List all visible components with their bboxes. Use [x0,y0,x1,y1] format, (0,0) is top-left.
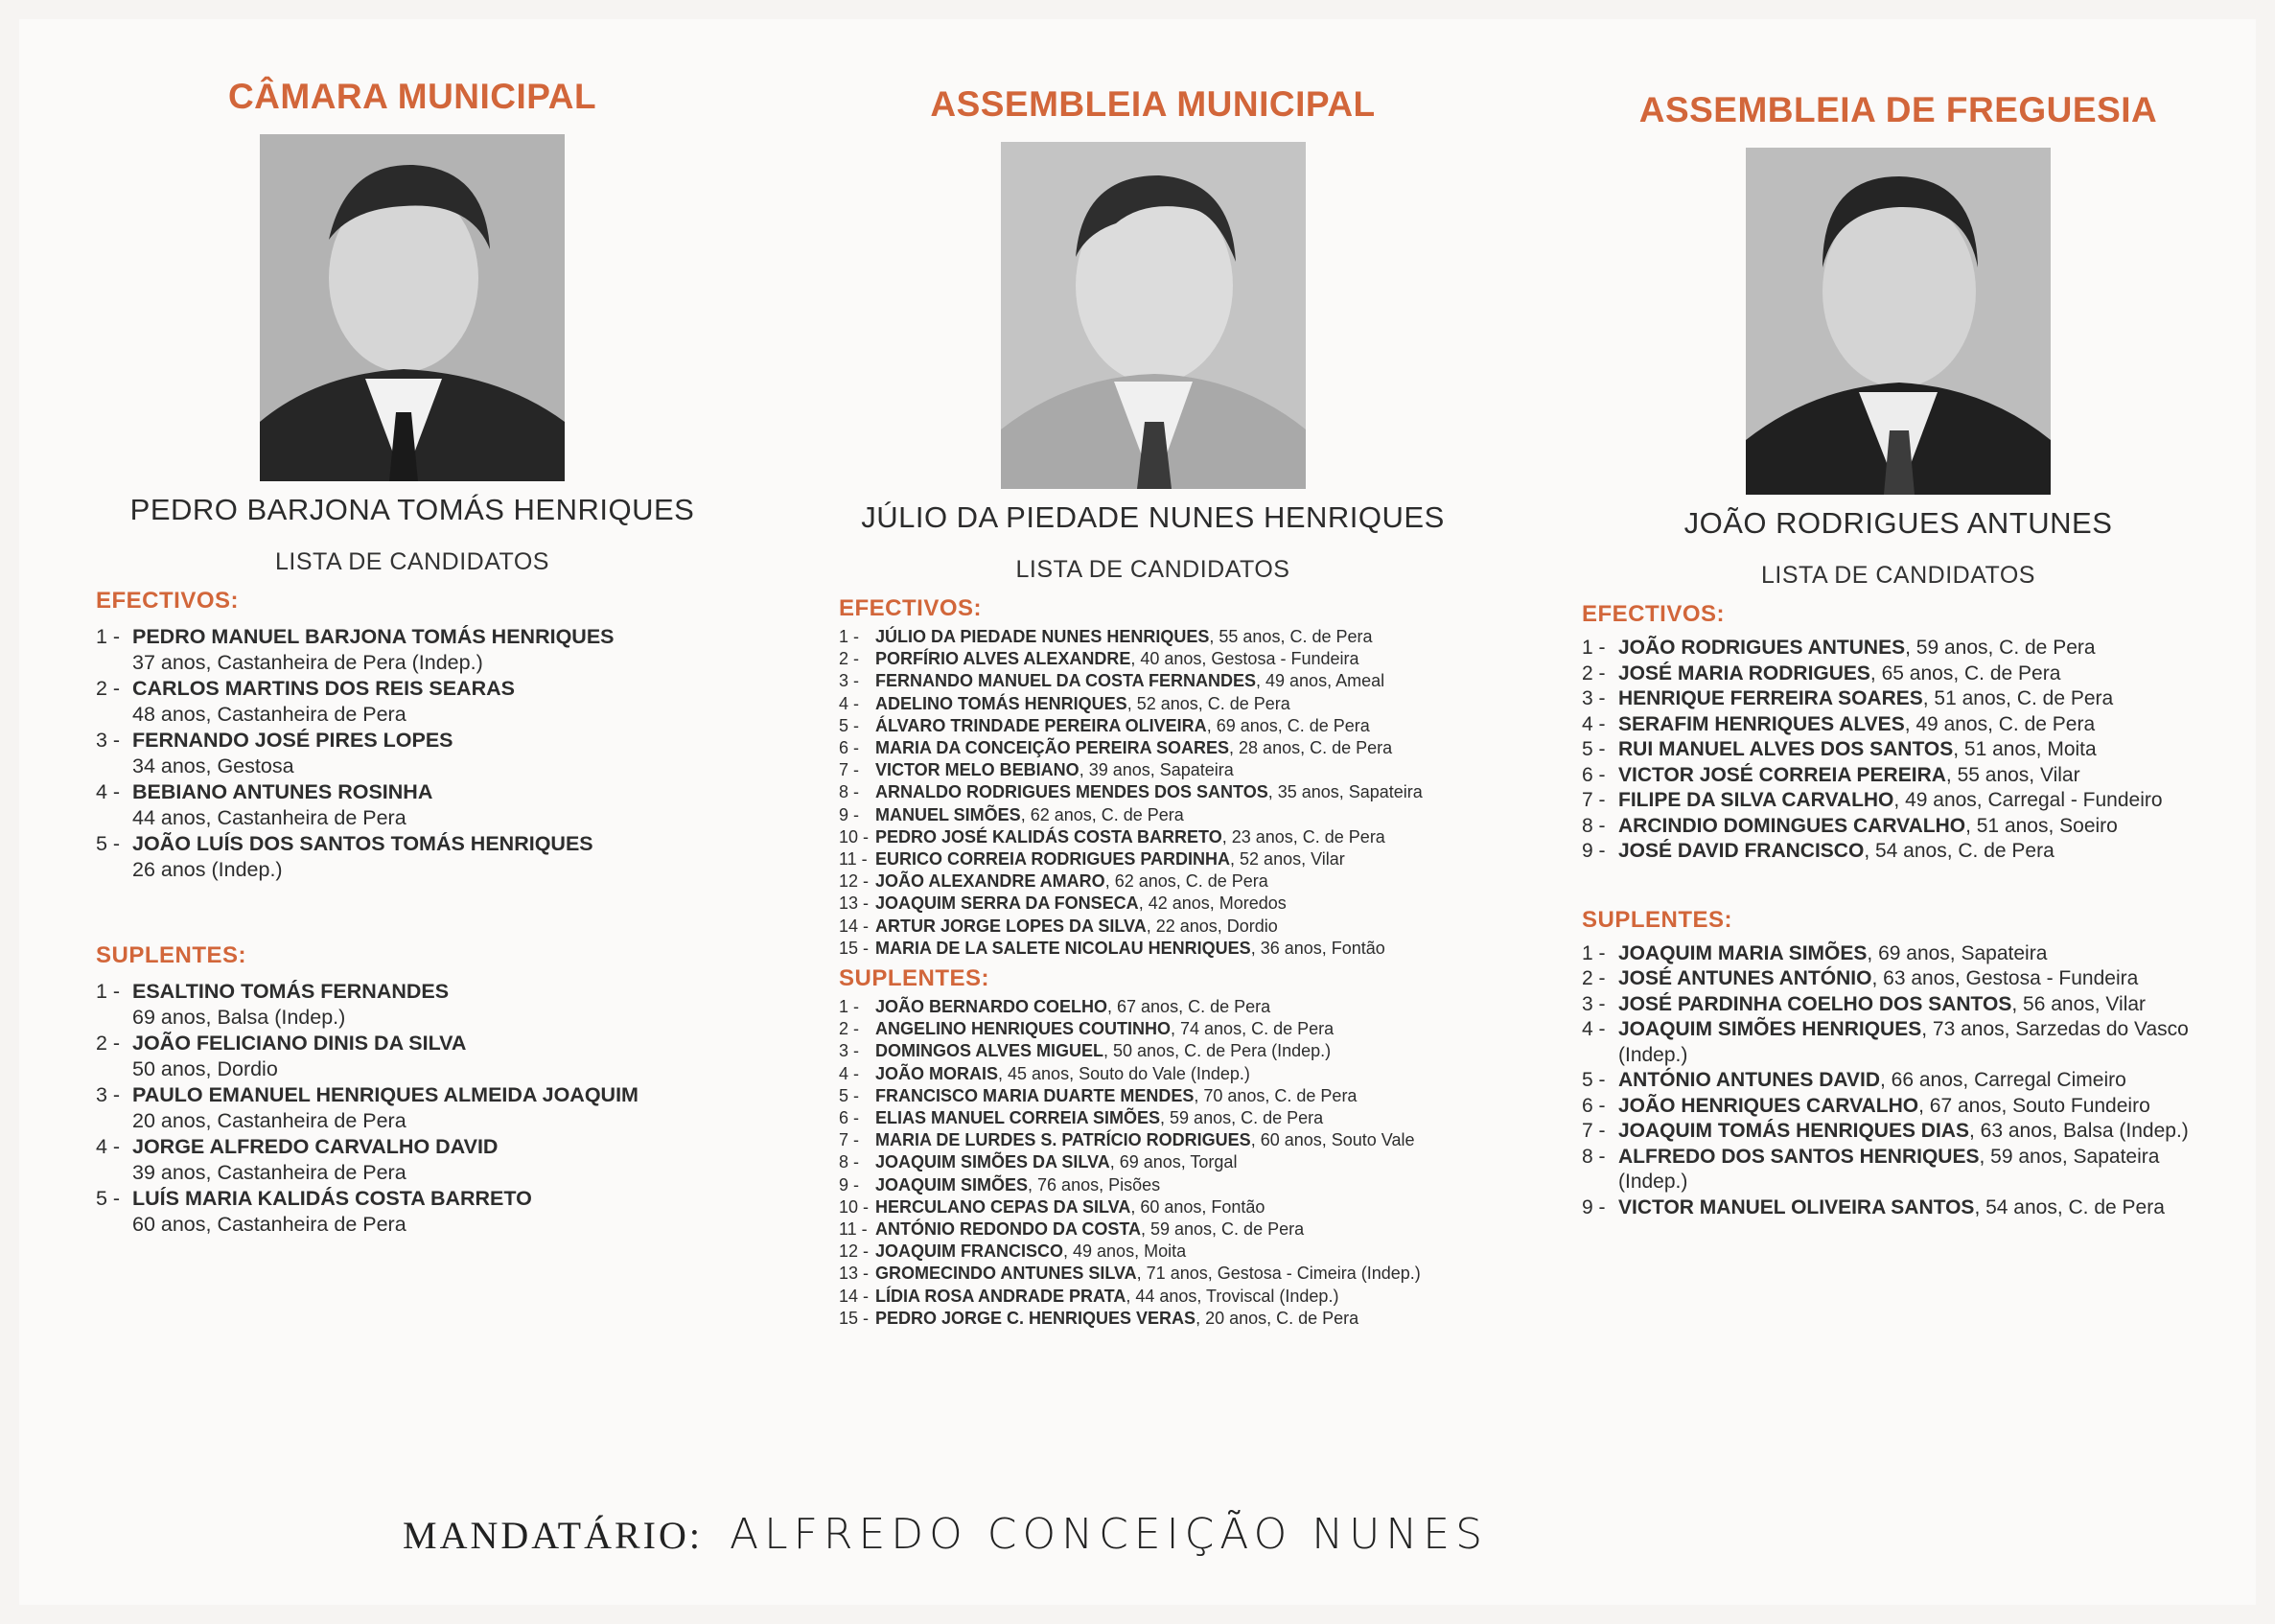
list-item: 3 - HENRIQUE FERREIRA SOARES, 51 anos, C. de Pera [1582,687,2114,709]
camara-list-title: LISTA DE CANDIDATOS [275,548,549,575]
list-item: 4 - BEBIANO ANTUNES ROSINHA 44 anos, Castanheira de Pera [96,780,433,829]
list-item: 11 - EURICO CORREIA RODRIGUES PARDINHA, 52 anos, Vilar [839,849,1345,870]
list-item: 8 - JOAQUIM SIMÕES DA SILVA, 69 anos, Torgal [839,1152,1238,1172]
list-item: 5 - JOÃO LUÍS DOS SANTOS TOMÁS HENRIQUES 26 anos (Indep.) [96,832,593,881]
column-camara-municipal [96,19,729,1238]
list-item: 14 - LÍDIA ROSA ANDRADE PRATA, 44 anos, Troviscal (Indep.) [839,1286,1339,1306]
list-item: 11 - ANTÓNIO REDONDO DA COSTA, 59 anos, C. de Pera [839,1219,1305,1240]
assembleia-municipal-heading: ASSEMBLEIA MUNICIPAL [930,84,1376,124]
list-item: 1 - JOÃO BERNARDO COELHO, 67 anos, C. de Pera [839,997,1271,1017]
list-item: 9 - VICTOR MANUEL OLIVEIRA SANTOS, 54 anos, C. de Pera [1582,1195,2165,1218]
list-item: 1 - PEDRO MANUEL BARJONA TOMÁS HENRIQUES 37 anos, Castanheira de Pera (Indep.) [96,625,615,674]
list-item: 3 - JOSÉ PARDINHA COELHO DOS SANTOS, 56 anos, Vilar [1582,992,2147,1015]
list-item: 6 - VICTOR JOSÉ CORREIA PEREIRA, 55 anos, Vilar [1582,763,2080,786]
list-item: 7 - JOAQUIM TOMÁS HENRIQUES DIAS, 63 anos, Balsa (Indep.) [1582,1120,2189,1142]
camara-candidate-name: PEDRO BARJONA TOMÁS HENRIQUES [129,493,695,526]
list-item: 4 - JORGE ALFREDO CARVALHO DAVID 39 anos, Castanheira de Pera [96,1135,499,1184]
list-item: 5 - FRANCISCO MARIA DUARTE MENDES, 70 anos, C. de Pera [839,1085,1358,1105]
assembleia-freguesia-suplentes-list [1582,941,2215,1221]
list-item: 12 - JOÃO ALEXANDRE AMARO, 62 anos, C. de Pera [839,871,1268,892]
assembleia-freguesia-efectivos-label: EFECTIVOS: [1582,601,1726,627]
list-item: 3 - FERNANDO JOSÉ PIRES LOPES 34 anos, Gestosa [96,729,453,777]
list-item: 2 - JOSÉ ANTUNES ANTÓNIO, 63 anos, Gestosa - Fundeira [1582,967,2139,989]
portrait-icon [260,134,565,481]
mandatario-label: MANDATÁRIO: [403,1514,703,1557]
list-item: 2 - PORFÍRIO ALVES ALEXANDRE, 40 anos, Gestosa - Fundeira [839,649,1359,669]
assembleia-municipal-efectivos-label: EFECTIVOS: [839,595,983,621]
mandatario-name: ALFREDO CONCEIÇÃO NUNES [730,1510,1488,1559]
list-item: 2 - CARLOS MARTINS DOS REIS SEARAS 48 anos, Castanheira de Pera [96,677,515,726]
candidate-photo-camara [260,134,565,481]
list-item: 13 - GROMECINDO ANTUNES SILVA, 71 anos, Gestosa - Cimeira (Indep.) [839,1264,1421,1284]
assembleia-municipal-list-title: LISTA DE CANDIDATOS [1015,556,1290,583]
list-item: 12 - JOAQUIM FRANCISCO, 49 anos, Moita [839,1241,1187,1262]
assembleia-freguesia-efectivos-list [1582,636,2215,865]
list-item: 8 - ARNALDO RODRIGUES MENDES DOS SANTOS, 35 anos, Sapateira [839,782,1423,802]
list-item: 8 - ARCINDIO DOMINGUES CARVALHO, 51 anos, Soeiro [1582,814,2118,837]
list-item: 5 - ÁLVARO TRINDADE PEREIRA OLIVEIRA, 69 anos, C. de Pera [839,715,1370,735]
brochure-page [19,19,2256,1605]
list-item: 3 - DOMINGOS ALVES MIGUEL, 50 anos, C. de Pera (Indep.) [839,1041,1332,1061]
list-item: 2 - JOÃO FELICIANO DINIS DA SILVA 50 anos, Dordio [96,1032,467,1080]
list-item: 8 - ALFREDO DOS SANTOS HENRIQUES, 59 anos, Sapateira (Indep.) [1582,1145,2160,1193]
camara-suplentes-label: SUPLENTES: [96,942,247,968]
assembleia-freguesia-heading: ASSEMBLEIA DE FREGUESIA [1638,90,2158,129]
list-item: 4 - JOÃO MORAIS, 45 anos, Souto do Vale (Indep.) [839,1063,1250,1083]
candidate-photo-assembleia-freguesia [1746,148,2051,495]
list-item: 4 - SERAFIM HENRIQUES ALVES, 49 anos, C. de Pera [1582,712,2096,735]
camara-suplentes-list [96,979,729,1238]
candidate-photo-assembleia-municipal [1001,142,1306,489]
list-item: 7 - FILIPE DA SILVA CARVALHO, 49 anos, Carregal - Fundeiro [1582,789,2163,811]
portrait-icon [1746,148,2051,495]
list-item: 1 - JOAQUIM MARIA SIMÕES, 69 anos, Sapateira [1582,941,2048,964]
camara-efectivos-label: EFECTIVOS: [96,588,240,614]
camara-efectivos-list [96,624,729,883]
list-item: 13 - JOAQUIM SERRA DA FONSECA, 42 anos, Moredos [839,893,1287,914]
assembleia-municipal-suplentes-list [839,996,1467,1330]
list-item: 1 - ESALTINO TOMÁS FERNANDES 69 anos, Balsa (Indep.) [96,980,450,1029]
assembleia-municipal-candidate-name: JÚLIO DA PIEDADE NUNES HENRIQUES [861,500,1445,534]
list-item: 9 - JOAQUIM SIMÕES, 76 anos, Pisões [839,1174,1161,1195]
portrait-icon [1001,142,1306,489]
list-item: 6 - MARIA DA CONCEIÇÃO PEREIRA SOARES, 28 anos, C. de Pera [839,738,1393,758]
assembleia-municipal-suplentes-label: SUPLENTES: [839,965,990,992]
list-item: 15 - MARIA DE LA SALETE NICOLAU HENRIQUES, 36 anos, Fontão [839,938,1385,958]
list-item: 7 - VICTOR MELO BEBIANO, 39 anos, Sapateira [839,760,1234,780]
list-item: 1 - JÚLIO DA PIEDADE NUNES HENRIQUES, 55 anos, C. de Pera [839,627,1373,646]
list-item: 2 - ANGELINO HENRIQUES COUTINHO, 74 anos, C. de Pera [839,1019,1335,1039]
mandatario-line [403,1510,1488,1559]
list-item: 4 - JOAQUIM SIMÕES HENRIQUES, 73 anos, Sarzedas do Vasco (Indep.) [1582,1018,2189,1066]
list-item: 14 - ARTUR JORGE LOPES DA SILVA, 22 anos, Dordio [839,916,1278,936]
list-item: 2 - JOSÉ MARIA RODRIGUES, 65 anos, C. de Pera [1582,661,2061,684]
list-item: 3 - PAULO EMANUEL HENRIQUES ALMEIDA JOAQUIM 20 anos, Castanheira de Pera [96,1083,638,1132]
list-item: 10 - HERCULANO CEPAS DA SILVA, 60 anos, Fontão [839,1196,1265,1217]
list-item: 5 - RUI MANUEL ALVES DOS SANTOS, 51 anos, Moita [1582,738,2097,760]
list-item: 5 - ANTÓNIO ANTUNES DAVID, 66 anos, Carregal Cimeiro [1582,1069,2126,1091]
list-item: 1 - JOÃO RODRIGUES ANTUNES, 59 anos, C. de Pera [1582,637,2096,659]
list-item: 6 - JOÃO HENRIQUES CARVALHO, 67 anos, Souto Fundeiro [1582,1094,2150,1117]
list-item: 15 - PEDRO JORGE C. HENRIQUES VERAS, 20 anos, C. de Pera [839,1308,1359,1328]
assembleia-freguesia-list-title: LISTA DE CANDIDATOS [1761,562,2035,589]
column-assembleia-municipal [839,19,1467,1330]
column-assembleia-freguesia [1582,19,2215,1220]
list-item: 7 - MARIA DE LURDES S. PATRÍCIO RODRIGUES, 60 anos, Souto Vale [839,1130,1415,1150]
assembleia-freguesia-suplentes-label: SUPLENTES: [1582,906,1733,933]
list-item: 6 - ELIAS MANUEL CORREIA SIMÕES, 59 anos, C. de Pera [839,1108,1324,1128]
camara-heading: CÂMARA MUNICIPAL [227,77,597,116]
list-item: 3 - FERNANDO MANUEL DA COSTA FERNANDES, 49 anos, Ameal [839,671,1385,691]
list-item: 10 - PEDRO JOSÉ KALIDÁS COSTA BARRETO, 23 anos, C. de Pera [839,826,1385,847]
assembleia-freguesia-candidate-name: JOÃO RODRIGUES ANTUNES [1683,506,2113,540]
assembleia-municipal-efectivos-list [839,626,1467,960]
list-item: 5 - LUÍS MARIA KALIDÁS COSTA BARRETO 60 anos, Castanheira de Pera [96,1187,532,1236]
list-item: 9 - JOSÉ DAVID FRANCISCO, 54 anos, C. de Pera [1582,840,2054,862]
list-item: 9 - MANUEL SIMÕES, 62 anos, C. de Pera [839,804,1184,824]
list-item: 4 - ADELINO TOMÁS HENRIQUES, 52 anos, C. de Pera [839,693,1290,713]
